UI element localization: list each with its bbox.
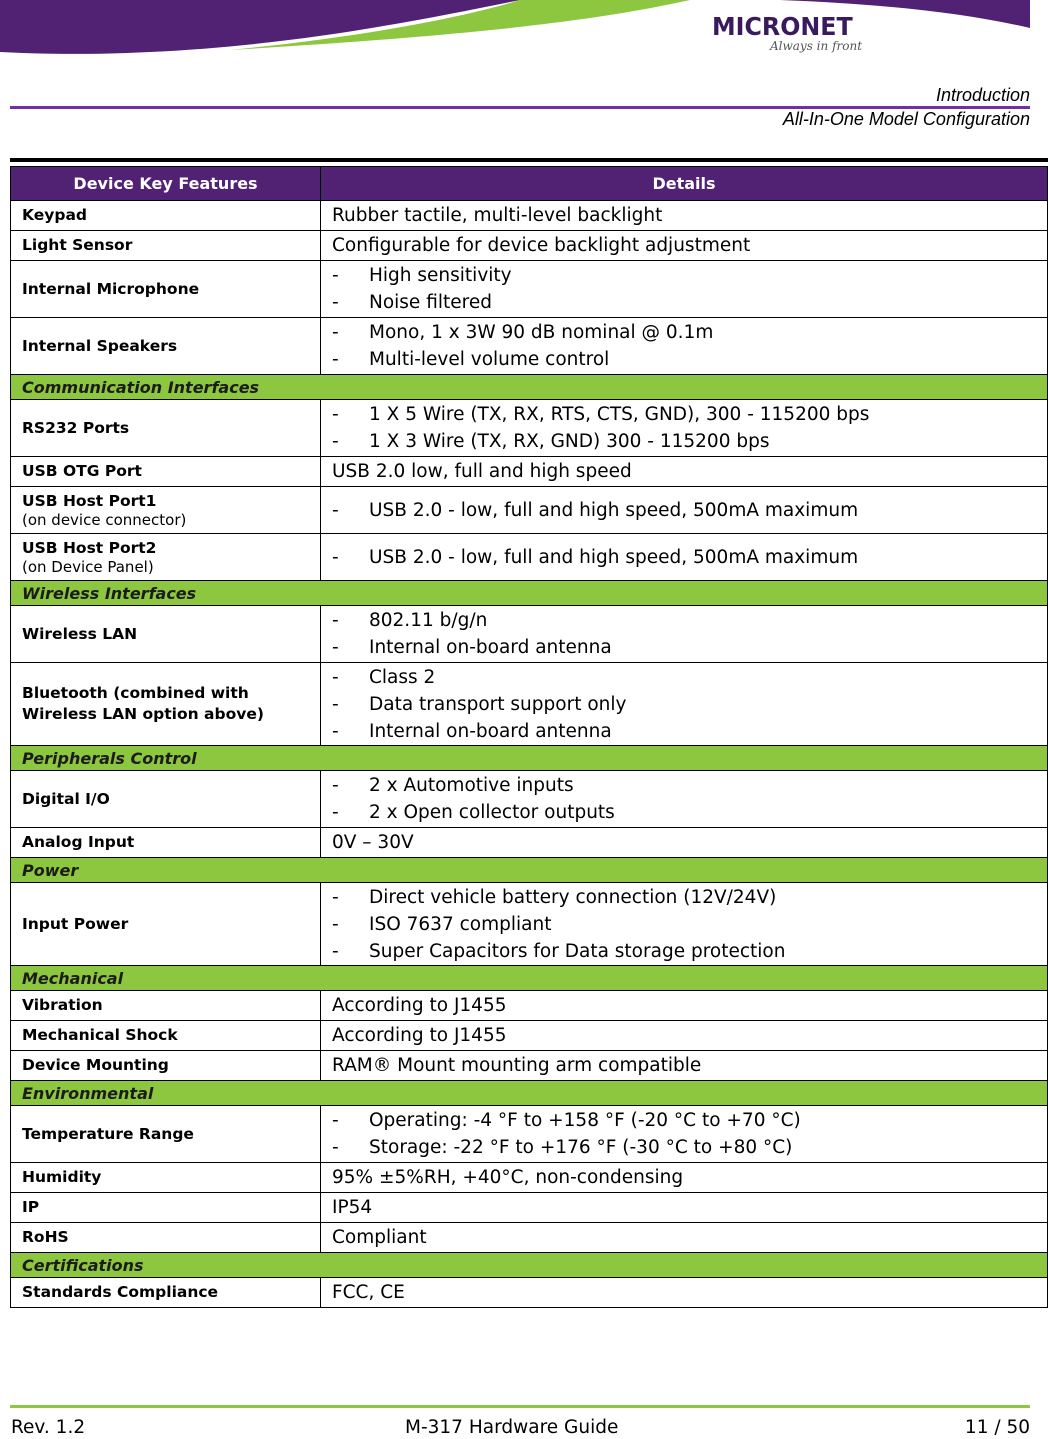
feature-cell	[11, 1021, 321, 1051]
bullet-dash: -	[332, 499, 339, 521]
table-row	[11, 771, 1048, 828]
feature-label: RS232 Ports	[22, 418, 130, 437]
details-text: 0V – 30V	[332, 832, 414, 853]
bullet-item	[332, 401, 1036, 428]
key-features-table	[10, 166, 1048, 1308]
bullet-dash: -	[332, 693, 339, 715]
subsection-title: All-In-One Model Configuration	[782, 109, 1030, 129]
details-text: Rubber tactile, multi-level backlight	[332, 205, 663, 226]
feature-label: Humidity	[22, 1168, 102, 1186]
feature-cell	[11, 1223, 321, 1253]
bullet-item	[332, 938, 1036, 965]
table-row	[11, 991, 1048, 1021]
table-row	[11, 1021, 1048, 1051]
table-row	[11, 606, 1048, 663]
feature-cell	[11, 1278, 321, 1308]
table-row	[11, 1278, 1048, 1308]
details-cell	[321, 400, 1048, 457]
table-header-row	[11, 167, 1048, 201]
details-cell	[321, 1193, 1048, 1223]
bullet-dash: -	[332, 886, 339, 908]
details-text: Configurable for device backlight adjustment	[332, 235, 751, 256]
section-row	[11, 1253, 1048, 1278]
bullet-item	[332, 911, 1036, 938]
bullet-text: Direct vehicle battery connection (12V/24V)	[369, 886, 777, 908]
bullet-dash: -	[332, 720, 339, 742]
table-row	[11, 663, 1048, 746]
section-label: Wireless Interfaces	[11, 581, 1048, 606]
feature-cell	[11, 457, 321, 487]
bullet-text: 1 X 5 Wire (TX, RX, RTS, CTS, GND), 300 - 115200 bps	[369, 404, 870, 425]
bullet-item	[332, 428, 1036, 455]
logo-tagline: Always in front	[770, 39, 863, 53]
details-cell	[321, 201, 1048, 231]
feature-label: Keypad	[22, 206, 88, 224]
details-cell	[321, 261, 1048, 318]
bullet-item	[332, 262, 1036, 289]
details-cell	[321, 1278, 1048, 1308]
section-row	[11, 966, 1048, 991]
details-cell	[321, 606, 1048, 663]
bullet-dash: -	[332, 666, 339, 688]
details-cell	[321, 457, 1048, 487]
logo-brand: MICRONET	[712, 12, 853, 41]
feature-cell	[11, 771, 321, 828]
details-cell	[321, 883, 1048, 966]
details-cell	[321, 828, 1048, 858]
table-row	[11, 231, 1048, 261]
bullet-dash: -	[332, 637, 339, 658]
bullet-text: Multi-level volume control	[369, 349, 610, 370]
details-text: FCC, CE	[332, 1282, 405, 1303]
footer-page-number: 11 / 50	[964, 1417, 1030, 1438]
feature-sublabel: (on device connector)	[22, 511, 187, 529]
feature-label: USB OTG Port	[22, 462, 142, 480]
feature-sublabel: (on Device Panel)	[22, 558, 154, 576]
bullet-item	[332, 691, 1036, 718]
bullet-text: Storage: -22 °F to +176 °F (-30 °C to +80 °C)	[369, 1137, 793, 1158]
bullet-item	[332, 346, 1036, 373]
bullet-dash: -	[332, 913, 339, 935]
feature-label: Digital I/O	[22, 789, 110, 808]
details-cell	[321, 1223, 1048, 1253]
feature-label: IP	[22, 1198, 40, 1216]
bullet-text: 2 x Automotive inputs	[369, 775, 574, 796]
bullet-text: ISO 7637 compliant	[369, 913, 552, 935]
section-row	[11, 581, 1048, 606]
section-label: Environmental	[11, 1081, 1048, 1106]
bullet-dash: -	[332, 431, 339, 452]
feature-cell	[11, 606, 321, 663]
table-row	[11, 1193, 1048, 1223]
feature-cell	[11, 828, 321, 858]
footer-title: M-317 Hardware Guide	[405, 1417, 619, 1438]
table-row	[11, 487, 1048, 534]
feature-label: Standards Compliance	[22, 1283, 219, 1301]
feature-cell	[11, 1051, 321, 1081]
details-cell	[321, 1106, 1048, 1163]
feature-cell	[11, 487, 321, 534]
details-cell	[321, 1163, 1048, 1193]
header-features: Device Key Features	[11, 167, 321, 201]
details-cell	[321, 318, 1048, 375]
bullet-item	[332, 1134, 1036, 1161]
table-row	[11, 318, 1048, 375]
details-text: Compliant	[332, 1227, 427, 1248]
feature-label: Bluetooth (combined with Wireless LAN option above)	[22, 684, 264, 723]
feature-label: USB Host Port2	[22, 539, 157, 557]
feature-cell	[11, 1163, 321, 1193]
feature-label: Light Sensor	[22, 236, 133, 254]
feature-label: RoHS	[22, 1228, 69, 1246]
bullet-text: High sensitivity	[369, 265, 512, 286]
feature-label: Mechanical Shock	[22, 1026, 178, 1044]
bullet-item	[332, 319, 1036, 346]
section-label: Certifications	[11, 1253, 1048, 1278]
bullet-item	[332, 1107, 1036, 1134]
feature-label: Internal Speakers	[22, 336, 178, 355]
feature-label: Vibration	[22, 996, 103, 1014]
bullet-text: USB 2.0 - low, full and high speed, 500mA maximum	[369, 499, 859, 521]
feature-label: USB Host Port1	[22, 492, 157, 510]
details-text: According to J1455	[332, 1025, 507, 1046]
feature-cell	[11, 883, 321, 966]
micronet-logo	[712, 14, 902, 58]
footer-revision: Rev. 1.2	[11, 1417, 86, 1438]
bullet-item	[332, 718, 1036, 745]
details-cell	[321, 487, 1048, 534]
bullet-item	[332, 289, 1036, 316]
details-text: According to J1455	[332, 995, 507, 1016]
feature-cell	[11, 201, 321, 231]
table-row	[11, 201, 1048, 231]
feature-cell	[11, 991, 321, 1021]
bullet-text: Class 2	[369, 666, 436, 688]
bullet-item	[332, 772, 1036, 799]
bullet-dash: -	[332, 802, 339, 823]
bullet-dash: -	[332, 1137, 339, 1158]
table-row	[11, 261, 1048, 318]
header-details: Details	[321, 167, 1048, 201]
footer-divider	[10, 1405, 1030, 1408]
bullet-text: Operating: -4 °F to +158 °F (-20 °C to +70 °C)	[369, 1110, 801, 1131]
details-text: RAM® Mount mounting arm compatible	[332, 1055, 702, 1076]
table-row	[11, 534, 1048, 581]
bullet-item	[332, 607, 1036, 634]
bullet-item	[332, 634, 1036, 661]
feature-cell	[11, 231, 321, 261]
bullet-dash: -	[332, 775, 339, 796]
bullet-item	[332, 799, 1036, 826]
section-row	[11, 858, 1048, 883]
bullet-text: 2 x Open collector outputs	[369, 802, 615, 823]
feature-label: Device Mounting	[22, 1056, 169, 1074]
table-row	[11, 1051, 1048, 1081]
table-row	[11, 883, 1048, 966]
details-cell	[321, 231, 1048, 261]
bullet-item	[332, 664, 1036, 691]
bullet-dash: -	[332, 404, 339, 425]
feature-label: Internal Microphone	[22, 279, 200, 298]
table-row	[11, 1223, 1048, 1253]
section-row	[11, 1081, 1048, 1106]
details-text: USB 2.0 low, full and high speed	[332, 461, 632, 482]
table-row	[11, 1163, 1048, 1193]
details-cell	[321, 991, 1048, 1021]
details-cell	[321, 534, 1048, 581]
feature-cell	[11, 663, 321, 746]
section-label: Mechanical	[11, 966, 1048, 991]
section-label: Communication Interfaces	[11, 375, 1048, 400]
details-cell	[321, 663, 1048, 746]
section-row	[11, 375, 1048, 400]
bullet-text: Internal on-board antenna	[369, 720, 612, 742]
bullet-text: Data transport support only	[369, 693, 627, 715]
feature-label: Wireless LAN	[22, 624, 138, 643]
bullet-dash: -	[332, 265, 339, 286]
bullet-dash: -	[332, 1110, 339, 1131]
feature-cell	[11, 261, 321, 318]
table-top-rule	[10, 158, 1048, 162]
bullet-dash: -	[332, 322, 339, 343]
feature-cell	[11, 1193, 321, 1223]
table-row	[11, 1106, 1048, 1163]
table-row	[11, 400, 1048, 457]
bullet-text: Internal on-board antenna	[369, 637, 612, 658]
feature-cell	[11, 400, 321, 457]
bullet-dash: -	[332, 546, 339, 568]
details-text: 95% ±5%RH, +40°C, non-condensing	[332, 1167, 684, 1188]
bullet-text: 1 X 3 Wire (TX, RX, GND) 300 - 115200 bps	[369, 431, 770, 452]
section-label: Peripherals Control	[11, 746, 1048, 771]
details-cell	[321, 1021, 1048, 1051]
feature-label: Analog Input	[22, 833, 135, 851]
bullet-text: USB 2.0 - low, full and high speed, 500mA maximum	[369, 546, 859, 568]
details-cell	[321, 1051, 1048, 1081]
bullet-dash: -	[332, 940, 339, 962]
bullet-text: 802.11 b/g/n	[369, 610, 488, 631]
bullet-dash: -	[332, 292, 339, 313]
bullet-item	[332, 497, 1036, 524]
bullet-dash: -	[332, 349, 339, 370]
bullet-dash: -	[332, 610, 339, 631]
table-row	[11, 457, 1048, 487]
feature-cell	[11, 534, 321, 581]
feature-label: Temperature Range	[22, 1124, 194, 1143]
bullet-item	[332, 544, 1036, 571]
feature-cell	[11, 1106, 321, 1163]
section-title: Introduction	[935, 85, 1030, 105]
table-row	[11, 828, 1048, 858]
bullet-item	[332, 884, 1036, 911]
bullet-text: Noise filtered	[369, 292, 492, 313]
details-cell	[321, 771, 1048, 828]
section-row	[11, 746, 1048, 771]
feature-cell	[11, 318, 321, 375]
details-text: IP54	[332, 1197, 373, 1218]
bullet-text: Super Capacitors for Data storage protection	[369, 940, 786, 962]
feature-label: Input Power	[22, 914, 129, 933]
bullet-text: Mono, 1 x 3W 90 dB nominal @ 0.1m	[369, 322, 714, 343]
section-label: Power	[11, 858, 1048, 883]
